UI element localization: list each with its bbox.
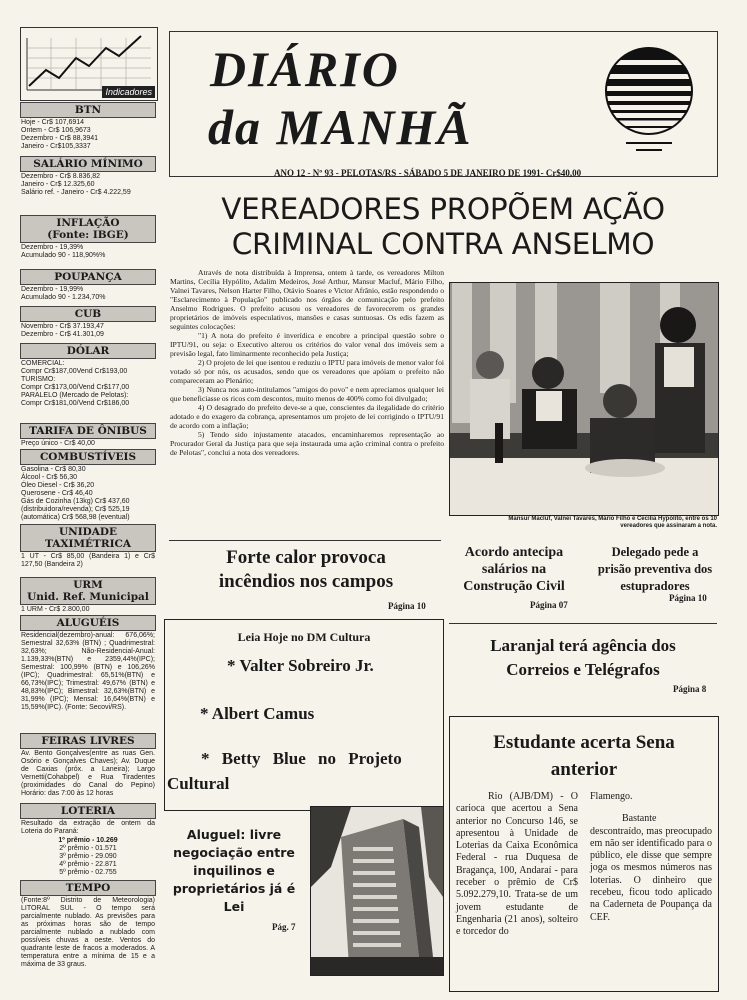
tarifa-line: Preço único - Cr$ 40,00 — [21, 440, 95, 447]
masthead-title-line1: DIÁRIO — [210, 41, 400, 97]
indicators-tag: Indicadores — [102, 86, 155, 98]
cub-values — [20, 322, 156, 339]
story-acordo-line: Construção Civil — [463, 579, 565, 594]
headline-line2: CRIMINAL CONTRA ANSELMO — [231, 227, 655, 261]
tempo-values: (Fonte:8º Distrito de Meteorologia) LITORAL SUL - O tempo será parcialmente nublado. As previsões para as próximas horas são de tempo parcialmente nublado a nublado com possíveis chuvas a oeste. Ventos do quadrante leste de fracos a moderados. A temperatura entre a mínima de 15 e a máxima de 33 graus. — [21, 897, 155, 968]
feiras-section — [20, 733, 156, 798]
loteria-title: LOTERIA — [20, 803, 156, 819]
story-delegado-page: Página 10 — [669, 593, 707, 603]
dolar-line: Compr Cr$181,00/Vend Cr$186,00 — [21, 400, 130, 407]
headline-line1: VEREADORES PROPÕEM AÇÃO — [221, 192, 665, 226]
sena-column-2-start: Flamengo. — [590, 791, 633, 802]
inflacao-line: Dezembro - 19,39% — [21, 244, 84, 251]
cub-section — [20, 306, 156, 339]
taximetrica-title — [20, 524, 156, 552]
loteria-intro: Resultado da extração de ontem da Loteria do Paraná: — [21, 820, 155, 835]
urm-title — [20, 577, 156, 605]
loteria-prize: 3º prêmio - 29.090 — [59, 853, 117, 860]
story-calor-line: incêndios nos campos — [218, 571, 394, 592]
lead-paragraph: 2) O projeto de lei que isentou e reduziu o IPTU para imóveis de menor valor foi votado só por nós, os acusados, sendo que os vereadores que apóiam o prefeito não compareceram ao Plenário; — [170, 358, 444, 385]
tempo-title: TEMPO — [20, 880, 156, 896]
tarifa-title: TARIFA DE ÔNIBUS — [20, 423, 156, 439]
combustiveis-values — [20, 465, 156, 522]
feiras-title: FEIRAS LIVRES — [20, 733, 156, 749]
salario-line: Janeiro - Cr$ 12.325,60 — [21, 181, 95, 188]
cultura-item[interactable]: * Betty Blue no Projeto — [201, 749, 402, 768]
story-laranjal-line: Correios e Telégrafos — [506, 660, 660, 679]
poupanca-values — [20, 285, 156, 302]
story-acordo-line: salários na — [481, 562, 547, 577]
loteria-prize: 4º prêmio - 22.871 — [59, 861, 117, 868]
btn-line: Hoje - Cr$ 107,6914 — [21, 119, 85, 126]
taximetrica-title-line: TAXIMÉTRICA — [44, 538, 132, 550]
story-laranjal-headline[interactable] — [449, 634, 717, 682]
btn-section — [20, 102, 156, 151]
cultura-item[interactable]: * Albert Camus — [200, 704, 315, 723]
building-photo — [310, 806, 444, 976]
loteria-prize: 2º prêmio - 01.571 — [59, 845, 117, 852]
aluguel-story[interactable] — [164, 808, 304, 990]
building-photo-image — [311, 807, 443, 975]
dolar-line: Compr Cr$173,00/Vend Cr$177,00 — [21, 384, 130, 391]
combustiveis-line: Gasolina - Cr$ 80,30 — [21, 466, 86, 473]
sena-column-2 — [590, 791, 712, 924]
urm-title-line: URM — [73, 579, 103, 591]
dm-cultura-box — [164, 619, 444, 811]
sena-story-box — [449, 716, 719, 992]
loteria-prizes — [20, 836, 156, 877]
story-acordo-line: Acordo antecipa — [464, 545, 564, 560]
inflacao-values — [20, 243, 156, 260]
lead-paragraph: 5) Tendo sido injustamente atacados, encaminharemos representação ao Procurador Geral da Justiça para que seja instaurada uma ação criminal contra o prefeito de Pelotas", conclui a nota dos vereadores. — [170, 430, 444, 457]
salario-line: Dezembro - Cr$ 8.836,82 — [21, 173, 100, 180]
urm-section — [20, 577, 156, 614]
btn-line: Dezembro - Cr$ 88,3941 — [21, 135, 99, 142]
inflacao-title — [20, 215, 156, 243]
story-laranjal-page: Página 8 — [673, 684, 707, 694]
btn-line: Ontem - Cr$ 106,9673 — [21, 127, 91, 134]
loteria-prize: 1º prêmio - 10.269 — [58, 837, 118, 844]
taximetrica-section — [20, 524, 156, 569]
dolar-line: COMERCIAL: — [21, 360, 65, 367]
story-laranjal-line: Laranjal terá agência dos — [490, 636, 676, 655]
taximetrica-title-line: UNIDADE — [58, 526, 118, 538]
combustiveis-line: (automática) Cr$ 568,98 (eventual) — [21, 514, 130, 521]
salario-title: SALÁRIO MÍNIMO — [20, 156, 156, 172]
poupanca-line: Dezembro - 19,99% — [21, 286, 84, 293]
story-delegado-line: Delegado pede a — [611, 545, 699, 559]
photo-caption-line: Mansur Macluf, Valnei Tavares, Mário Filho e Cecília Hypólito, entre os 10 — [508, 516, 717, 522]
btn-title: BTN — [20, 102, 156, 118]
salario-section — [20, 156, 156, 197]
aluguel-line: negociação entre — [173, 845, 295, 860]
story-delegado-line: estupradores — [620, 579, 690, 593]
lead-paragraph: 4) O desagrado do prefeito deve-se a que, conscientes da ilegalidade do critério adotado e do exagero da cobrança, apresentamos um projeto de lei corrigindo o IPTU/91 de acordo com a inflação; — [170, 403, 444, 430]
combustiveis-title: COMBUSTÍVEIS — [20, 449, 156, 465]
inflacao-section — [20, 215, 156, 260]
lead-paragraph: 3) Nunca nos auto-intitulamos "amigos do povo" e nem apreciamos qualquer lei que beneficiasse os ricos com descontos, muito menos de 400% como foi divulgado; — [170, 385, 444, 403]
dolar-line: TURISMO: — [21, 376, 56, 383]
sena-headline[interactable] — [450, 729, 718, 783]
issue-info: ANO 12 - Nº 93 - PELOTAS/RS - SÁBADO 5 DE JANEIRO DE 1991- Cr$40,00 — [274, 168, 582, 178]
alugueis-title: ALUGUÉIS — [20, 615, 156, 631]
inflacao-line: Acumulado 90 - 118,90%% — [21, 252, 106, 259]
poupanca-title: POUPANÇA — [20, 269, 156, 285]
urm-title-line: Unid. Ref. Municipal — [27, 591, 149, 603]
combustiveis-section — [20, 449, 156, 522]
poupanca-line: Acumulado 90 - 1.234,70% — [21, 294, 106, 301]
council-meeting-photo — [449, 282, 719, 516]
meeting-photo-image — [450, 283, 718, 515]
cub-line: Novembro - Cr$ 37.193,47 — [21, 323, 104, 330]
inflacao-title-line: INFLAÇÃO — [56, 217, 120, 229]
urm-values — [20, 605, 156, 614]
sena-headline-line: Estudante acerta Sena — [493, 732, 675, 753]
dolar-line: Compr Cr$187,00Vend Cr$193,00 — [21, 368, 128, 375]
combustiveis-line: Gás de Cozinha (13kg) Cr$ 437,60 — [21, 498, 130, 505]
cub-title: CUB — [20, 306, 156, 322]
cultura-item: Cultural — [167, 774, 230, 793]
btn-line: Janeiro - Cr$105,3337 — [21, 143, 91, 150]
inflacao-source: (Fonte: IBGE) — [47, 229, 129, 241]
dolar-values — [20, 359, 156, 408]
combustiveis-line: (distribuidora/revenda); Cr$ 525,19 — [21, 506, 130, 513]
urm-line: 1 URM - Cr$ 2.800,00 — [21, 606, 90, 613]
taximetrica-values: 1 UT - Cr$ 85,00 (Bandeira 1) e Cr$ 127,50 (Bandeira 2) — [21, 553, 155, 568]
photo-caption — [449, 516, 717, 530]
aluguel-line: Lei — [223, 899, 245, 914]
divider — [449, 623, 717, 624]
indicators-logo — [20, 27, 158, 101]
cultura-item[interactable]: * Valter Sobreiro Jr. — [227, 656, 374, 675]
masthead-title-line2: da MANHÃ — [208, 99, 473, 155]
story-calor-headline[interactable] — [172, 546, 440, 594]
story-calor-line: Forte calor provoca — [226, 547, 386, 568]
sena-column-1: Rio (AJB/DM) - O carioca que acertou a Sena anterior no Concurso 146, se apresentou à Unidade de Loterias da Caixa Econômica Federal - rua Duquesa de Bragança, 100, Andaraí - para receber o prêmio de Cr$ 5.092.279,10. Trata-se de um jovem estudante de Engenharia (21 anos), solteiro e torcedor do — [456, 791, 578, 938]
newspaper-globe-logo-icon — [590, 46, 708, 156]
dolar-line: PARALELO (Mercado de Pelotas): — [21, 392, 129, 399]
aluguel-line: inquilinos e — [193, 863, 275, 878]
loteria-prize: 5º prêmio - 02.755 — [59, 869, 117, 876]
divider — [169, 540, 441, 541]
combustiveis-line: Óleo Diesel - Cr$ 36,20 — [21, 482, 95, 489]
story-delegado-headline[interactable] — [590, 544, 720, 595]
alugueis-section — [20, 615, 156, 712]
aluguel-line: Aluguel: livre — [186, 827, 282, 842]
aluguel-line: proprietários já é — [172, 881, 296, 896]
story-acordo-headline[interactable] — [449, 544, 579, 595]
combustiveis-line: Querosene - Cr$ 46,40 — [21, 490, 93, 497]
btn-values — [20, 118, 156, 151]
tarifa-section — [20, 423, 156, 448]
loteria-section — [20, 803, 156, 877]
aluguel-page: Pág. 7 — [272, 922, 296, 932]
indicators-sidebar — [20, 27, 158, 992]
sena-headline-line: anterior — [550, 759, 618, 780]
salario-line: Salário ref. - Janeiro - Cr$ 4.222,59 — [21, 189, 131, 196]
lead-article — [170, 268, 444, 457]
tarifa-values — [20, 439, 156, 448]
lead-paragraph: Através de nota distribuída à Imprensa, ontem à tarde, os vereadores Milton Martins, Cecília Hypólito, Adalim Medeiros, José Arthur, Mansur Macluf, Mário Filho, Valnei Tavares, Nelson Harter Filho, Otávio Soares e Victor Afrânio, estão respondendo o "Esclarecimento à População" publicado nos órgãos de comunicação pelo prefeito Anselmo Rodrigues. O prefeito acusou os vereadores de favorecerem os grandes proprietários de imóveis especulativos, mansões e casas suntuosas. Os edis fazem as seguintes colocações: — [170, 268, 444, 331]
poupanca-section — [20, 269, 156, 302]
alugueis-values: Residencial(dezembro)-anual: 676,06%; Semestral 32,63% (BTN) ; Quadrimestral: 32,63%; Não-Residencial-Anual: 1.139,33%(BTN) e 2359,44%(IPC); Semestral: 100,99% (BTN) e 106,26%(IPC); Quadrimestral: 65,51%(BTN) e 66,73%(IPC); Trimestral: 49,67% (BTN) e 48,83%(IPC); Bimestral: 32,63%(BTN) e 31,99% (IPC); Mensal: 16,64%(BTN) e 15,59%(IPC). (Fonte: Secovi/RS). — [21, 632, 155, 711]
tempo-section — [20, 880, 156, 969]
lead-paragraph: "1) A nota do prefeito é inverídica e encobre a principal questão sobre o IPTU/91, ou seja: o Executivo alterou os critérios do valor venal dos imóveis sem a previsão legal, fato liminarmente reconhecido pela Justiça; — [170, 331, 444, 358]
sena-column-2-body: Bastante descontraído, mas preocupado em não ser identificado para o público, ele disse que sempre joga os mesmos números nas loterias. O dinheiro que recebeu, ficou todo aplicado na Caderneta de Poupança da CEF. — [590, 813, 712, 923]
feiras-values: Av. Bento Gonçalves(entre as ruas Gen. Osório e Gonçalves Chaves); Av. Duque de Caxias (próx. a Laneira); Largo Vernetti(Cohabpel) e Rua Tiradentes (proximidades do Canal do Pepino) Horário: das 7:00 às 12 horas — [21, 750, 155, 797]
cultura-title: Leia Hoje no DM Cultura — [237, 630, 371, 644]
aluguel-headline — [164, 826, 304, 916]
dolar-title: DÓLAR — [20, 343, 156, 359]
cub-line: Dezembro - Cr$ 41.301,09 — [21, 331, 104, 338]
masthead — [169, 31, 718, 177]
story-calor-page: Página 10 — [388, 601, 426, 611]
photo-caption-line: vereadores que assinaram a nota. — [620, 523, 717, 529]
combustiveis-line: Álcool - Cr$ 56,30 — [21, 474, 78, 481]
story-delegado-line: prisão preventiva dos — [597, 562, 713, 576]
dolar-section — [20, 343, 156, 408]
story-acordo-page: Página 07 — [530, 600, 568, 610]
salario-values — [20, 172, 156, 197]
main-headline — [168, 192, 718, 262]
